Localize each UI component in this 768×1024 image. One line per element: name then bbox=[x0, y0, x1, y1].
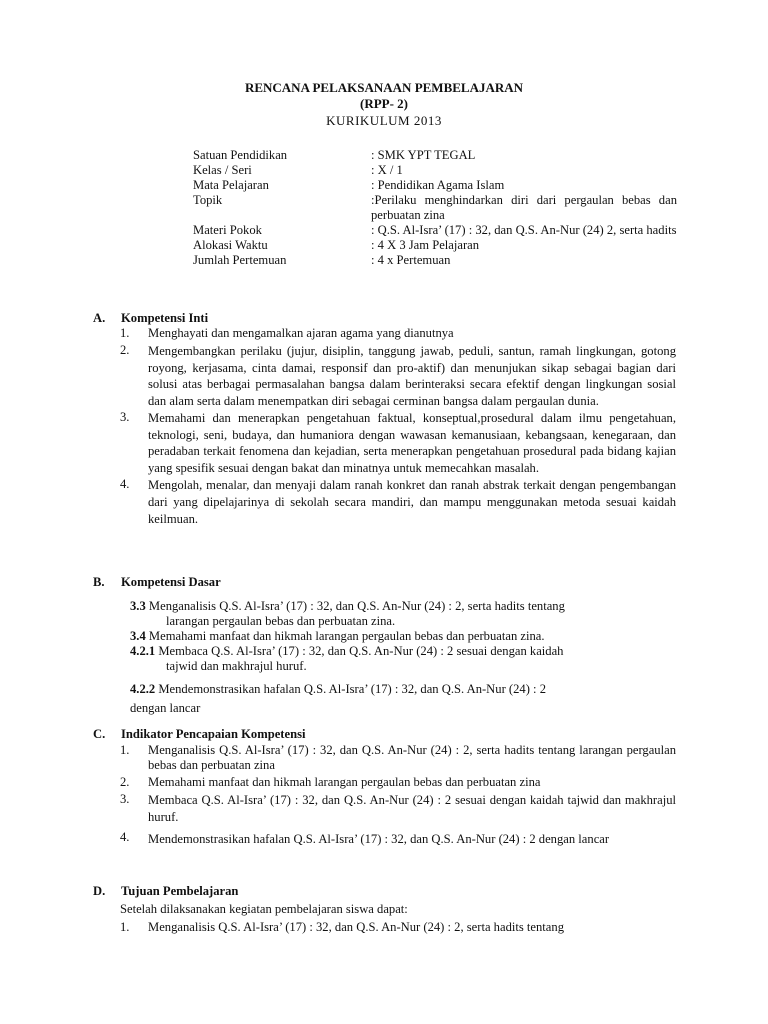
identity-row bbox=[193, 178, 677, 193]
identity-row bbox=[193, 253, 677, 268]
item-text: Mengembangkan perilaku (jujur, disiplin, tanggung jawab, peduli, santun, ramah lingkungan, gotong royong, kerjasama, cinta damai, responsif dan pro-aktif) dan menunjukan sikap sebagai bagian dari solusi atas berbagai permasalahan bangsa dalam berinteraksi secara efektif dengan lingkungan sosial dan alam serta dalam menempatkan diri sebagai cerminan bangsa dalam pergaulan dunia. bbox=[148, 344, 676, 409]
identity-label: Mata Pelajaran bbox=[193, 178, 269, 192]
item-text: Memahami manfaat dan hikmah larangan pergaulan bebas dan perbuatan zina bbox=[148, 775, 541, 789]
kd-text: Memahami manfaat dan hikmah larangan pergaulan bebas dan perbuatan zina. bbox=[148, 629, 545, 643]
section-d-heading bbox=[93, 884, 238, 899]
section-d-intro: Setelah dilaksanakan kegiatan pembelajaran siswa dapat: bbox=[120, 902, 408, 916]
item-text: Memahami dan menerapkan pengetahuan faktual, konseptual,prosedural dalam ilmu pengetahuan, teknologi, seni, budaya, dan humaniora dengan wawasan kemanusiaan, kebangsaan, kenegaraan, dan peradaban terkait fenomena dan kejadian, serta menerapkan pengetahuan prosedural pada bidang kajian yang spesifik sesuai dengan bakat dan minatnya untuk memecahkan masalah. bbox=[148, 410, 676, 475]
document-subtitle: (RPP- 2) bbox=[359, 96, 408, 111]
list-item bbox=[120, 743, 676, 773]
identity-row bbox=[193, 193, 677, 223]
kd-text-continued: dengan lancar bbox=[130, 701, 201, 715]
kd-text: Menganalisis Q.S. Al-Isra’ (17) : 32, dan Q.S. An-Nur (24) : 2, serta hadits tentang bbox=[148, 599, 565, 613]
curriculum-label: KURIKULUM 2013 bbox=[326, 113, 442, 128]
item-number: 1. bbox=[120, 326, 130, 340]
list-item bbox=[120, 326, 676, 341]
kd-code: 3.3 bbox=[130, 599, 146, 613]
section-letter: D. bbox=[93, 884, 106, 898]
identity-label: Topik bbox=[193, 193, 223, 207]
identity-row bbox=[193, 238, 677, 253]
identity-table bbox=[193, 148, 677, 268]
section-a-heading bbox=[93, 311, 208, 326]
item-number: 1. bbox=[120, 743, 130, 757]
identity-row bbox=[193, 163, 677, 178]
identity-row bbox=[193, 148, 677, 163]
list-item bbox=[120, 830, 676, 849]
identity-value: : Q.S. Al-Isra’ (17) : 32, dan Q.S. An-Nur (24) 2, serta hadits bbox=[371, 223, 677, 237]
kd-text-continued: larangan pergaulan bebas dan perbuatan zina. bbox=[166, 614, 396, 628]
kd-code: 4.2.1 bbox=[130, 644, 156, 658]
section-title: Kompetensi Dasar bbox=[121, 575, 221, 589]
identity-label: Kelas / Seri bbox=[193, 163, 252, 177]
item-number: 4. bbox=[120, 830, 130, 844]
item-text: Mengolah, menalar, dan menyaji dalam ranah konkret dan ranah abstrak terkait dengan pengembangan dari yang dipelajarinya di sekolah secara mandiri, dan mampu menggunakan metoda sesuai kaidah keilmuan. bbox=[148, 477, 676, 526]
list-item bbox=[120, 477, 676, 528]
kd-code: 4.2.2 bbox=[130, 682, 156, 696]
identity-label: Jumlah Pertemuan bbox=[193, 253, 287, 267]
list-item bbox=[120, 775, 676, 790]
kd-text: Mendemonstrasikan hafalan Q.S. Al-Isra’ (17) : 32, dan Q.S. An-Nur (24) : 2 bbox=[158, 682, 546, 696]
list-item bbox=[130, 644, 676, 674]
section-letter: A. bbox=[93, 311, 106, 325]
section-title: Tujuan Pembelajaran bbox=[121, 884, 239, 898]
identity-value: :Perilaku menghindarkan diri dari pergaulan bebas dan perbuatan zina bbox=[371, 193, 677, 222]
item-number: 3. bbox=[120, 409, 130, 424]
section-c-heading bbox=[93, 727, 306, 742]
section-title: Kompetensi Inti bbox=[121, 311, 209, 325]
list-item bbox=[130, 682, 676, 716]
identity-label: Satuan Pendidikan bbox=[193, 148, 288, 162]
item-text: Menganalisis Q.S. Al-Isra’ (17) : 32, dan Q.S. An-Nur (24) : 2, serta hadits tentang larangan pergaulan bebas dan perbuatan zina bbox=[148, 743, 676, 772]
section-d-list bbox=[120, 920, 676, 935]
kd-code: 3.4 bbox=[130, 629, 146, 643]
item-number: 4. bbox=[120, 476, 130, 491]
item-number: 3. bbox=[120, 792, 130, 806]
item-text: Menganalisis Q.S. Al-Isra’ (17) : 32, dan Q.S. An-Nur (24) : 2, serta hadits tentang bbox=[148, 920, 564, 934]
list-item bbox=[120, 343, 676, 410]
list-item bbox=[120, 792, 676, 826]
identity-value: : Pendidikan Agama Islam bbox=[371, 178, 505, 192]
section-letter: C. bbox=[93, 727, 106, 741]
section-title: Indikator Pencapaian Kompetensi bbox=[121, 727, 306, 741]
identity-value: : 4 x Pertemuan bbox=[371, 253, 451, 267]
section-b-heading bbox=[93, 575, 221, 590]
kd-text-continued: tajwid dan makhrajul huruf. bbox=[166, 659, 307, 673]
identity-label: Materi Pokok bbox=[193, 223, 262, 237]
identity-value: : 4 X 3 Jam Pelajaran bbox=[371, 238, 480, 252]
list-item bbox=[130, 599, 676, 629]
item-number: 1. bbox=[120, 920, 130, 934]
identity-label: Alokasi Waktu bbox=[193, 238, 268, 252]
item-text: Mendemonstrasikan hafalan Q.S. Al-Isra’ (17) : 32, dan Q.S. An-Nur (24) : 2 dengan lancar bbox=[148, 832, 610, 846]
list-item bbox=[120, 920, 676, 935]
item-text: Menghayati dan mengamalkan ajaran agama yang dianutnya bbox=[148, 326, 454, 340]
item-text: Membaca Q.S. Al-Isra’ (17) : 32, dan Q.S. An-Nur (24) : 2 sesuai dengan kaidah tajwid dan makhrajul huruf. bbox=[148, 793, 676, 824]
kd-text: Membaca Q.S. Al-Isra’ (17) : 32, dan Q.S. An-Nur (24) : 2 sesuai dengan kaidah bbox=[158, 644, 564, 658]
identity-row bbox=[193, 223, 677, 238]
document-title: RENCANA PELAKSANAAN PEMBELAJARAN bbox=[244, 80, 524, 95]
item-number: 2. bbox=[120, 775, 130, 789]
list-item bbox=[130, 629, 676, 644]
item-number: 2. bbox=[120, 343, 130, 357]
identity-value: : SMK YPT TEGAL bbox=[371, 148, 476, 162]
section-a-list bbox=[120, 326, 676, 528]
section-b-list bbox=[130, 599, 676, 716]
identity-value: : X / 1 bbox=[371, 163, 403, 177]
section-c-list bbox=[120, 743, 676, 849]
list-item bbox=[120, 410, 676, 477]
section-letter: B. bbox=[93, 575, 105, 589]
